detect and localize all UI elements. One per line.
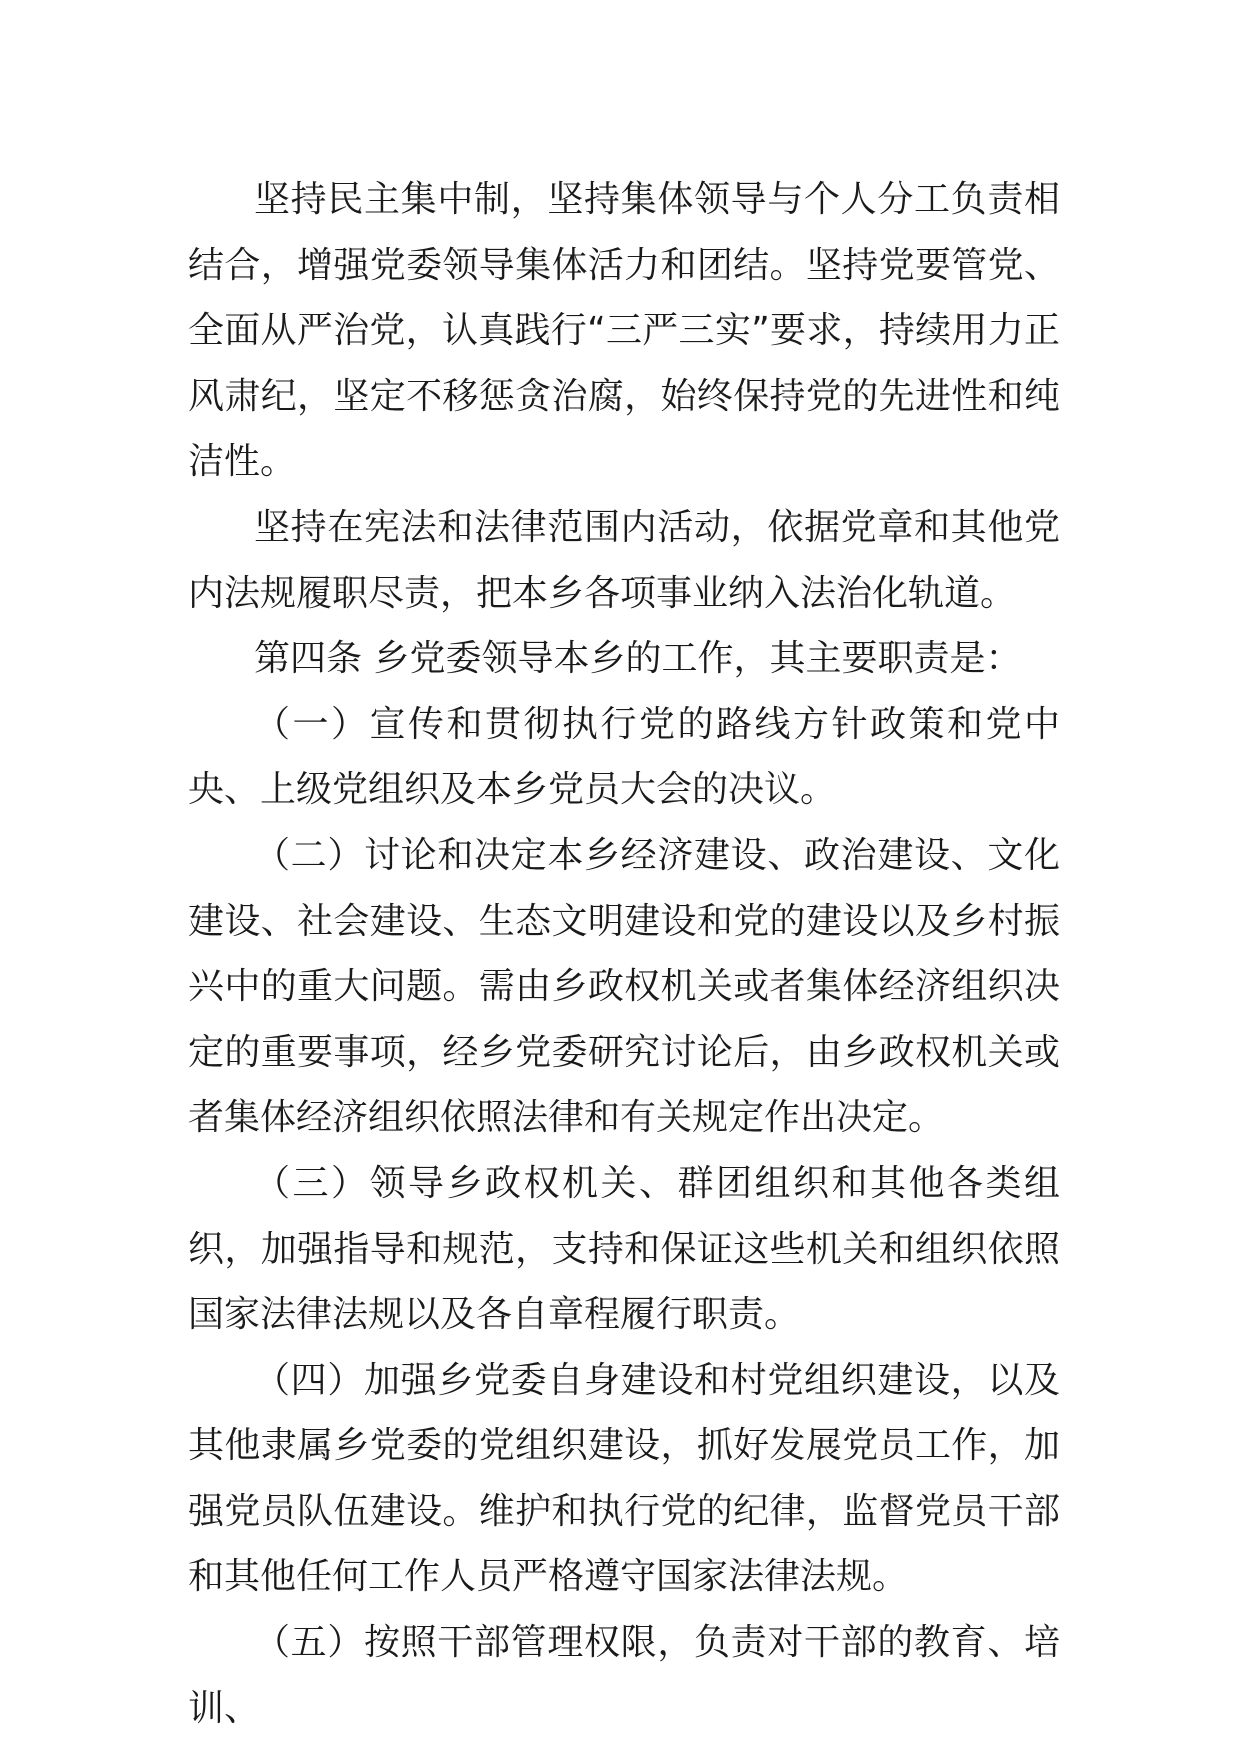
paragraph-democratic-centralism: 坚持民主集中制，坚持集体领导与个人分工负责相结合，增强党委领导集体活力和团结。坚持党要管党、全面从严治党，认真践行“三严三实”要求，持续用力正风肃纪，坚定不移惩贪治腐，始终保持党的先进性和纯洁性。 xyxy=(188,179,1060,483)
article-four-heading: 第四条 乡党委领导本乡的工作，其主要职责是： xyxy=(254,638,1022,680)
duty-item-5: （五）按照干部管理权限，负责对干部的教育、培训、 xyxy=(188,1622,1060,1729)
paragraph-rule-of-law: 坚持在宪法和法律范围内活动，依据党章和其他党内法规履职尽责，把本乡各项事业纳入法治化轨道。 xyxy=(188,506,1060,614)
duty-item-3: （三）领导乡政权机关、群团组织和其他各类组织，加强指导和规范，支持和保证这些机关和组织依照国家法律法规以及各自章程履行职责。 xyxy=(188,1162,1060,1336)
duty-item-1: （一）宣传和贯彻执行党的路线方针政策和党中央、上级党组织及本乡党员大会的决议。 xyxy=(188,703,1060,811)
duty-item-2: （二）讨论和决定本乡经济建设、政治建设、文化建设、社会建设、生态文明建设和党的建设以及乡村振兴中的重大问题。需由乡政权机关或者集体经济组织决定的重要事项，经乡党委研究讨论后，由乡政权机关或者集体经济组织依照法律和有关规定作出决定。 xyxy=(188,834,1060,1139)
duty-item-4: （四）加强乡党委自身建设和村党组织建设，以及其他隶属乡党委的党组织建设，抓好发展党员工作，加强党员队伍建设。维护和执行党的纪律，监督党员干部和其他任何工作人员严格遵守国家法律法规。 xyxy=(188,1359,1060,1598)
